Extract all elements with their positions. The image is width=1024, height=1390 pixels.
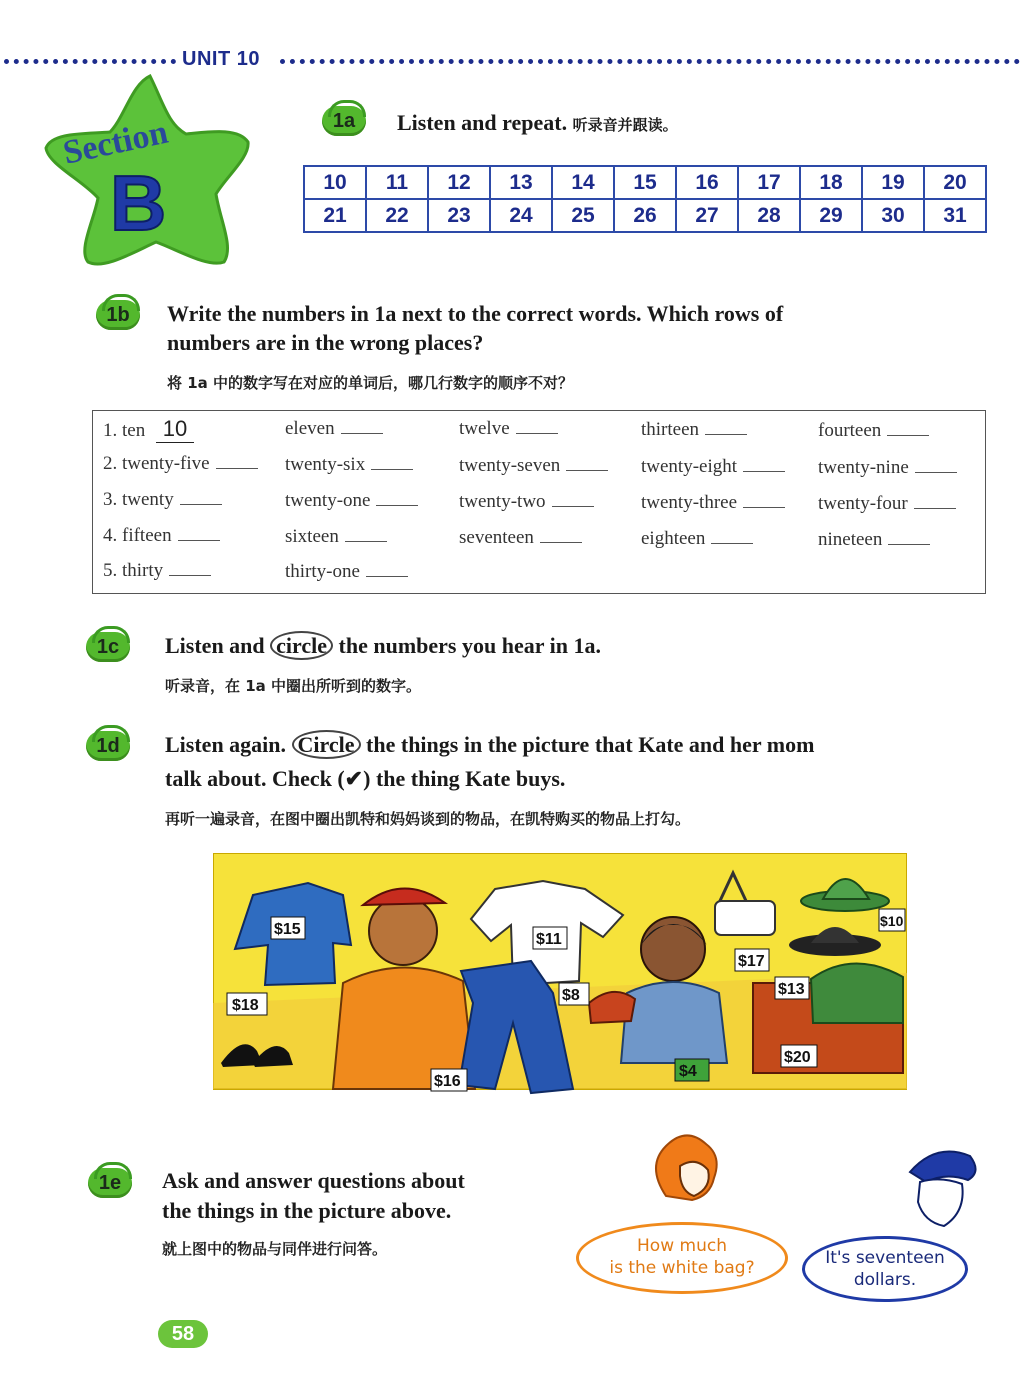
number-cell: 26 — [614, 199, 676, 232]
price-tag-text: $4 — [679, 1063, 697, 1080]
number-cell: 17 — [738, 166, 800, 199]
answer-blank[interactable] — [516, 419, 558, 434]
bubble-question-line1: How much — [637, 1236, 727, 1256]
answer-blank[interactable] — [887, 421, 929, 436]
ex1d-line2: talk about. Check (✔) the thing Kate buys. — [165, 766, 566, 791]
numbers-table — [303, 165, 987, 233]
question-speech-bubble — [576, 1222, 788, 1294]
answer-blank[interactable] — [376, 491, 418, 506]
ex1d-line1 — [165, 730, 814, 760]
word-label: twelve — [459, 418, 510, 439]
word-item — [459, 527, 582, 549]
word-label: eleven — [285, 418, 335, 439]
ex1a-title — [397, 108, 678, 138]
word-label: twenty-seven — [459, 455, 561, 476]
word-label: twenty-eight — [641, 456, 738, 477]
page-number: 58 — [158, 1320, 208, 1348]
price-tag-text: $13 — [778, 981, 805, 998]
number-cell: 18 — [800, 166, 862, 199]
answer-blank[interactable] — [341, 419, 383, 434]
word-label: twenty-two — [459, 491, 546, 512]
word-label: 3. twenty — [103, 489, 174, 510]
price-tag — [879, 909, 905, 931]
section-word: Section — [59, 113, 172, 172]
number-cell: 24 — [490, 199, 552, 232]
answer-blank[interactable] — [743, 493, 785, 508]
price-tag — [775, 977, 809, 999]
price-tag-text: $20 — [784, 1049, 811, 1066]
answer-blank[interactable] — [914, 494, 956, 509]
word-item — [285, 418, 383, 440]
answer-blank[interactable] — [169, 561, 211, 576]
number-cell: 14 — [552, 166, 614, 199]
answer-blank[interactable] — [180, 490, 222, 505]
word-item — [818, 493, 956, 515]
price-tag-text: $11 — [536, 931, 562, 948]
ex1c-pre: Listen and — [165, 633, 265, 658]
number-cell: 22 — [366, 199, 428, 232]
price-tag — [559, 983, 589, 1005]
ex1b-cn: 将 1a 中的数字写在对应的单词后，哪几行数字的顺序不对？ — [167, 374, 574, 392]
ex1b-line1: Write the numbers in 1a next to the correct words. Which rows of — [167, 301, 784, 326]
word-item — [103, 560, 211, 582]
word-label: thirteen — [641, 419, 700, 440]
word-label: twenty-six — [285, 454, 366, 475]
answer-blank[interactable] — [915, 458, 957, 473]
bubble-question-line2: is the white bag? — [609, 1258, 755, 1278]
ex1d-post: the things in the picture that Kate and her mom — [366, 732, 815, 757]
ex1c-circle-word: circle — [270, 631, 333, 660]
badge-1c: 1c — [86, 632, 130, 662]
number-cell: 11 — [366, 166, 428, 199]
ex1c-cn: 听录音，在 1a 中圈出所听到的数字。 — [165, 677, 422, 695]
badge-1b: 1b — [96, 300, 140, 330]
section-letter: B — [110, 159, 167, 247]
ex1e-line1: Ask and answer questions about — [162, 1168, 465, 1193]
word-label: twenty-one — [285, 490, 371, 511]
word-item — [285, 526, 387, 548]
price-tag — [781, 1045, 817, 1067]
number-cell: 10 — [304, 166, 366, 199]
ex1d-cn: 再听一遍录音，在图中圈出凯特和妈妈谈到的物品，在凯特购买的物品上打勾。 — [165, 810, 691, 828]
word-item — [285, 454, 413, 476]
word-item — [459, 418, 558, 440]
ex1e-cn: 就上图中的物品与同伴进行问答。 — [162, 1240, 388, 1258]
price-tag — [431, 1069, 467, 1091]
ex1a-title-en: Listen and repeat. — [397, 110, 568, 135]
numbers-row-1 — [304, 166, 986, 199]
price-tag — [675, 1059, 709, 1081]
number-cell: 20 — [924, 166, 986, 199]
price-tag-text: $10 — [880, 913, 904, 929]
number-cell: 15 — [614, 166, 676, 199]
answer-blank[interactable] — [711, 529, 753, 544]
word-label: twenty-four — [818, 493, 908, 514]
number-cell: 25 — [552, 199, 614, 232]
answer-blank[interactable] — [216, 454, 258, 469]
word-item — [103, 416, 194, 443]
answer-blank[interactable] — [705, 420, 747, 435]
header-dotted-rule-left — [4, 59, 176, 64]
number-cell: 31 — [924, 199, 986, 232]
boy-speaker-icon — [896, 1142, 986, 1242]
number-cell: 21 — [304, 199, 366, 232]
number-cell: 29 — [800, 199, 862, 232]
answer-blank[interactable] — [345, 527, 387, 542]
number-cell: 28 — [738, 199, 800, 232]
word-item — [641, 492, 785, 514]
answer-blank[interactable] — [366, 562, 408, 577]
word-item — [285, 490, 418, 512]
price-tag — [227, 993, 267, 1015]
price-tag — [271, 917, 305, 939]
price-tag-text: $8 — [562, 987, 580, 1004]
unit-title: UNIT 10 — [182, 48, 260, 70]
answer-blank[interactable] — [552, 492, 594, 507]
word-label: 2. twenty-five — [103, 453, 210, 474]
number-cell: 27 — [676, 199, 738, 232]
word-label: twenty-nine — [818, 457, 909, 478]
ex1b-line2: numbers are in the wrong places? — [167, 330, 484, 355]
answer-blank[interactable]: 10 — [156, 416, 194, 443]
word-item — [641, 456, 785, 478]
answer-blank[interactable] — [743, 457, 785, 472]
word-item — [641, 419, 747, 441]
word-label: thirty-one — [285, 561, 360, 582]
answer-blank[interactable] — [540, 528, 582, 543]
price-tag-text: $18 — [232, 997, 259, 1014]
price-tag-text: $17 — [738, 953, 765, 970]
word-label: 1. ten — [103, 420, 146, 441]
word-item — [818, 457, 957, 479]
word-label: 5. thirty — [103, 560, 164, 581]
price-tag-text: $15 — [274, 921, 301, 938]
badge-1e: 1e — [88, 1168, 132, 1198]
answer-blank[interactable] — [178, 526, 220, 541]
word-label: nineteen — [818, 529, 883, 550]
girl-speaker-icon — [636, 1126, 736, 1226]
price-tag — [735, 949, 769, 971]
word-label: sixteen — [285, 526, 339, 547]
ex1a-title-cn: 听录音并跟读。 — [572, 116, 678, 134]
word-item — [103, 489, 222, 511]
word-item — [103, 525, 220, 547]
word-item — [641, 528, 753, 550]
ex1d-circle-word: Circle — [292, 730, 361, 759]
bubble-answer-line2: dollars. — [853, 1270, 917, 1290]
word-label: twenty-three — [641, 492, 738, 513]
number-cell: 12 — [428, 166, 490, 199]
bubble-answer-line1: It's seventeen — [825, 1248, 945, 1268]
number-cell: 13 — [490, 166, 552, 199]
number-cell: 30 — [862, 199, 924, 232]
badge-1a: 1a — [322, 106, 366, 136]
word-item — [459, 491, 594, 513]
price-tag — [533, 927, 567, 949]
ex1c-post: the numbers you hear in 1a. — [338, 633, 601, 658]
badge-1d: 1d — [86, 731, 130, 761]
word-label: 4. fifteen — [103, 525, 172, 546]
word-item — [285, 561, 408, 583]
price-tag-text: $16 — [434, 1073, 461, 1090]
shop-illustration — [213, 853, 907, 1103]
numbers-row-2 — [304, 199, 986, 232]
answer-blank[interactable] — [371, 455, 413, 470]
word-item — [818, 529, 930, 551]
ex1e-line2: the things in the picture above. — [162, 1198, 452, 1223]
ex1c-instruction — [165, 631, 601, 661]
answer-blank[interactable] — [888, 530, 930, 545]
number-cell: 16 — [676, 166, 738, 199]
answer-speech-bubble — [802, 1236, 968, 1302]
word-item — [818, 420, 929, 442]
number-cell: 23 — [428, 199, 490, 232]
word-label: fourteen — [818, 420, 882, 441]
word-item — [459, 455, 608, 477]
word-label: eighteen — [641, 528, 706, 549]
word-label: seventeen — [459, 527, 534, 548]
section-star-icon — [38, 72, 252, 272]
ex1d-pre: Listen again. — [165, 732, 287, 757]
word-item — [103, 453, 258, 475]
number-cell: 19 — [862, 166, 924, 199]
answer-blank[interactable] — [566, 456, 608, 471]
header-dotted-rule-right — [280, 59, 1020, 64]
